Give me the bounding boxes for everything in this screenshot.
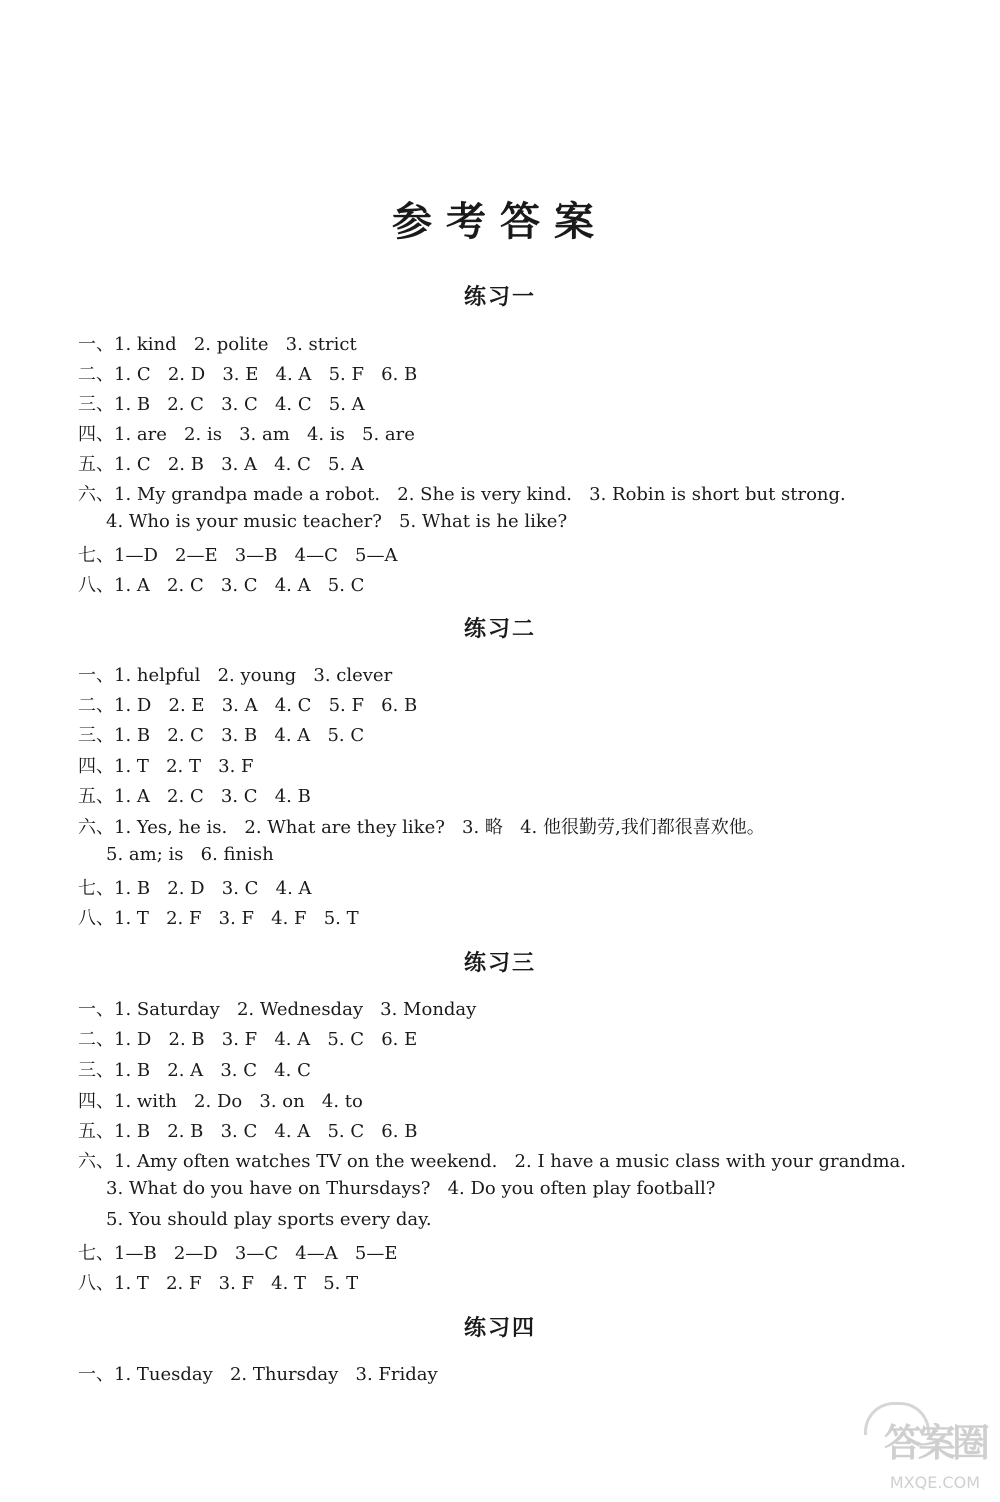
answer-line: 二、1. D 2. B 3. F 4. A 5. C 6. E [78,1029,418,1050]
answer-line: 4. Who is your music teacher? 5. What is he like? [106,511,568,532]
answer-line: 一、1. Saturday 2. Wednesday 3. Monday [78,999,477,1020]
watermark-url: MXQE.COM [889,1473,980,1492]
answer-line: 一、1. Tuesday 2. Thursday 3. Friday [78,1364,438,1385]
answer-line: 五、1. A 2. C 3. C 4. B [78,786,311,807]
answer-line: 八、1. T 2. F 3. F 4. F 5. T [78,908,359,929]
answer-line: 二、1. D 2. E 3. A 4. C 5. F 6. B [78,695,418,716]
answer-line: 二、1. C 2. D 3. E 4. A 5. F 6. B [78,364,418,385]
section-heading-3: 练习三 [463,950,536,976]
answer-line: 六、1. Yes, he is. 2. What are they like? 3. 略 4. 他很勤劳,我们都很喜欢他。 [78,817,765,838]
answer-line: 七、1. B 2. D 3. C 4. A [78,878,312,899]
answer-line: 五、1. B 2. B 3. C 4. A 5. C 6. B [78,1121,418,1142]
answer-line: 八、1. A 2. C 3. C 4. A 5. C [78,575,365,596]
section-heading-2: 练习二 [463,616,536,642]
section-heading-1: 练习一 [463,284,536,310]
answer-line: 六、1. My grandpa made a robot. 2. She is very kind. 3. Robin is short but strong. [78,484,846,505]
answer-line: 3. What do you have on Thursdays? 4. Do you often play football? [106,1178,716,1199]
answer-line: 一、1. kind 2. polite 3. strict [78,334,357,355]
answer-line: 七、1—B 2—D 3—C 4—A 5—E [78,1243,398,1264]
answer-line: 四、1. with 2. Do 3. on 4. to [78,1091,363,1112]
answer-line: 5. am; is 6. finish [106,844,274,865]
answer-line: 三、1. B 2. C 3. C 4. C 5. A [78,394,365,415]
answer-line: 五、1. C 2. B 3. A 4. C 5. A [78,454,364,475]
section-heading-4: 练习四 [463,1315,536,1341]
watermark [856,1402,986,1492]
watermark-logo: 答案圈 [883,1421,986,1465]
answer-line: 5. You should play sports every day. [106,1209,432,1230]
answer-line: 一、1. helpful 2. young 3. clever [78,665,393,686]
answer-line: 三、1. B 2. A 3. C 4. C [78,1060,311,1081]
answer-line: 七、1—D 2—E 3—B 4—C 5—A [78,545,398,566]
answer-line: 六、1. Amy often watches TV on the weekend. 2. I have a music class with your grandma. [78,1151,906,1172]
answer-line: 四、1. T 2. T 3. F [78,756,254,777]
answer-line: 三、1. B 2. C 3. B 4. A 5. C [78,725,365,746]
answer-line: 四、1. are 2. is 3. am 4. is 5. are [78,424,415,445]
page-title: 参考答案 [392,198,608,245]
answer-line: 八、1. T 2. F 3. F 4. T 5. T [78,1273,359,1294]
